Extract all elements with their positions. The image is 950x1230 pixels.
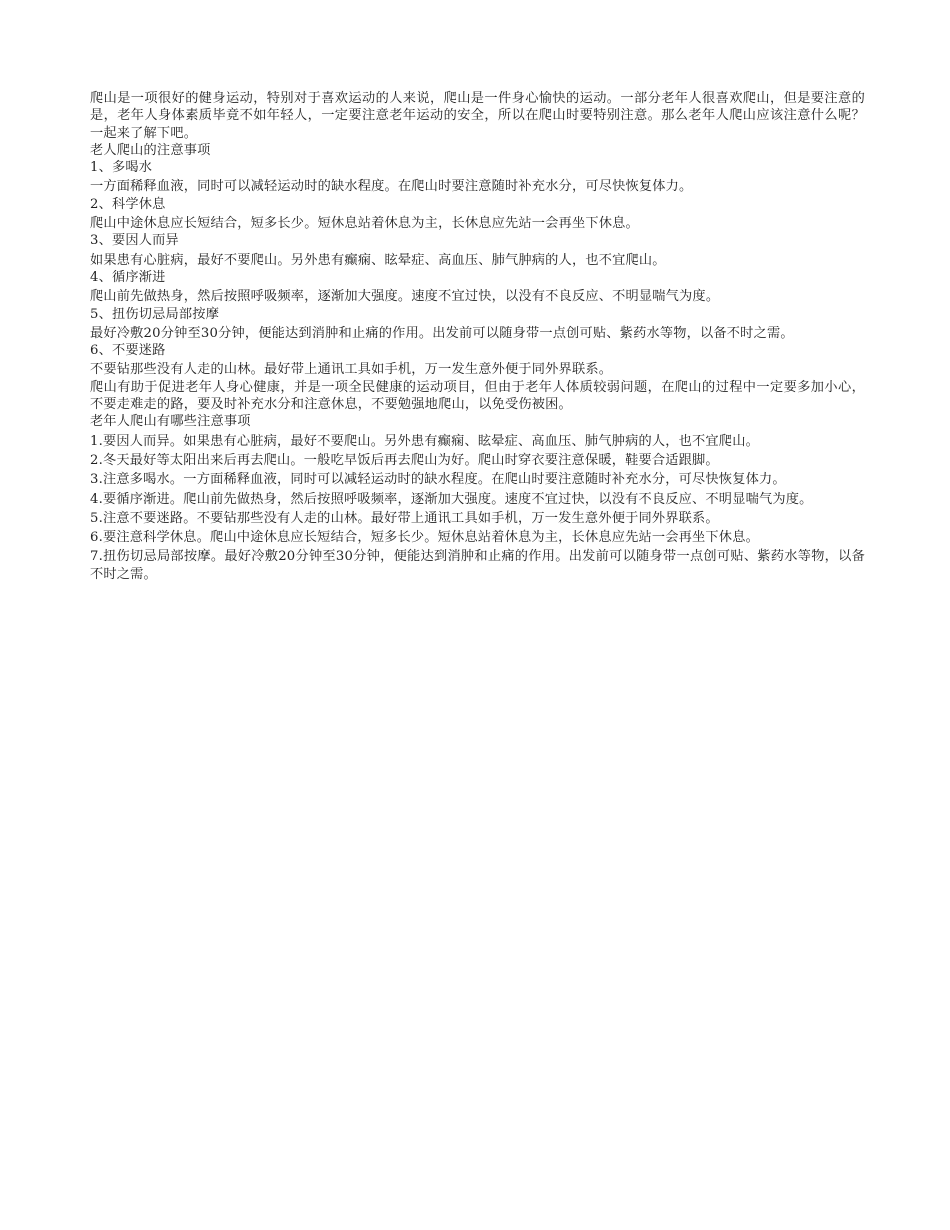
tip-body: 不要钻那些没有人走的山林。最好带上通讯工具如手机，万一发生意外便于同外界联系。 bbox=[90, 362, 613, 378]
tip-body: 最好冷敷20分钟至30分钟，便能达到消肿和止痛的作用。出发前可以随身带一点创可贴、紫药水等物，以备不时之需。 bbox=[90, 325, 794, 341]
tip-heading: 4、循序渐进 bbox=[90, 269, 166, 285]
list-item: 6.要注意科学休息。爬山中途休息应长短结合，短多长少。短休息站着休息为主，长休息应先站一会再坐下休息。 bbox=[90, 530, 759, 546]
section2-title: 老年人爬山有哪些注意事项 bbox=[90, 414, 251, 430]
tip-heading: 2、科学休息 bbox=[90, 196, 166, 212]
tip-heading: 1、多喝水 bbox=[90, 160, 153, 176]
list-item: 3.注意多喝水。一方面稀释血液，同时可以减轻运动时的缺水程度。在爬山时要注意随时补充水分，可尽快恢复体力。 bbox=[90, 472, 786, 488]
tip-body: 一方面稀释血液，同时可以减轻运动时的缺水程度。在爬山时要注意随时补充水分，可尽快恢复体力。 bbox=[90, 179, 693, 195]
section1-title: 老人爬山的注意事项 bbox=[90, 142, 211, 158]
list-item: 2.冬天最好等太阳出来后再去爬山。一般吃早饭后再去爬山为好。爬山时穿衣要注意保暖，鞋要合适跟脚。 bbox=[90, 452, 719, 468]
tip-heading: 3、要因人而异 bbox=[90, 233, 179, 249]
tip-body: 爬山前先做热身，然后按照呼吸频率，逐渐加大强度。速度不宜过快，以没有不良反应、不明显喘气为度。 bbox=[90, 289, 720, 305]
document-body bbox=[90, 90, 865, 583]
list-item: 5.注意不要迷路。不要钻那些没有人走的山林。最好带上通讯工具如手机，万一发生意外便于同外界联系。 bbox=[90, 510, 719, 526]
tip-heading: 5、扭伤切忌局部按摩 bbox=[90, 306, 220, 322]
tip-body: 如果患有心脏病，最好不要爬山。另外患有癫痫、眩晕症、高血压、肺气肿病的人，也不宜爬山。 bbox=[90, 252, 666, 268]
intro-paragraph: 爬山是一项很好的健身运动，特别对于喜欢运动的人来说，爬山是一件身心愉快的运动。一部分老年人很喜欢爬山，但是要注意的是，老年人身体素质毕竟不如年轻人，一定要注意老年运动的安全，所以在爬山时要特别注意。那么老年人爬山应该注意什么呢？一起来了解下吧。 bbox=[90, 91, 865, 141]
tip-body: 爬山中途休息应长短结合，短多长少。短休息站着休息为主，长休息应先站一会再坐下休息。 bbox=[90, 216, 639, 232]
summary-paragraph: 爬山有助于促进老年人身心健康，并是一项全民健康的运动项目，但由于老年人体质较弱问题，在爬山的过程中一定要多加小心，不要走难走的路，要及时补充水分和注意休息，不要勉强地爬山，以免受伤被困。 bbox=[90, 379, 865, 413]
list-item: 4.要循序渐进。爬山前先做热身，然后按照呼吸频率，逐渐加大强度。速度不宜过快，以没有不良反应、不明显喘气为度。 bbox=[90, 491, 813, 507]
list-item: 7.扭伤切忌局部按摩。最好冷敷20分钟至30分钟，便能达到消肿和止痛的作用。出发前可以随身带一点创可贴、紫药水等物，以备不时之需。 bbox=[90, 549, 865, 582]
list-item: 1.要因人而异。如果患有心脏病，最好不要爬山。另外患有癫痫、眩晕症、高血压、肺气肿病的人，也不宜爬山。 bbox=[90, 433, 759, 449]
tip-heading: 6、不要迷路 bbox=[90, 343, 166, 359]
